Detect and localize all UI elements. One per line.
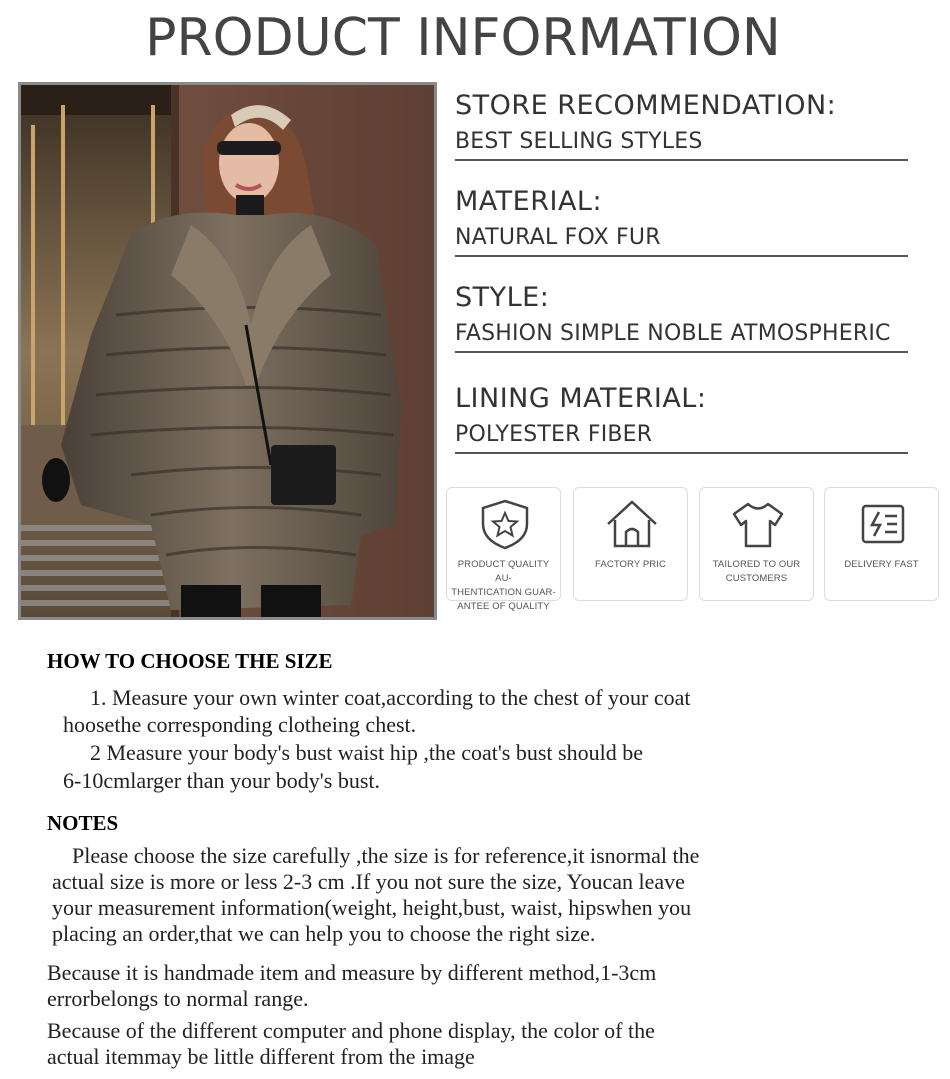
info-value: BEST SELLING STYLES — [455, 129, 908, 161]
info-label: STORE RECOMMENDATION: — [455, 90, 837, 121]
info-style — [455, 282, 910, 353]
notes-line: Because it is handmade item and measure by different method,1-3cm — [47, 960, 657, 985]
info-label: LINING MATERIAL: — [455, 383, 707, 414]
shield-star-icon — [477, 498, 533, 550]
info-lining-material — [455, 383, 910, 454]
badge-factory-price — [573, 487, 688, 601]
size-guide-heading: HOW TO CHOOSE THE SIZE — [47, 649, 333, 673]
notes-line: Please choose the size carefully ,the size is for reference,it isnormal the — [72, 843, 700, 868]
info-label: STYLE: — [455, 282, 550, 313]
notes-line: your measurement information(weight, height,bust, waist, hipswhen you — [52, 895, 692, 920]
info-value: FASHION SIMPLE NOBLE ATMOSPHERIC — [455, 321, 908, 353]
badge-text: TAILORED TO OUR CUSTOMERS — [712, 559, 801, 584]
notes-line: actual size is more or less 2-3 cm .If you not sure the size, Youcan leave — [52, 869, 685, 894]
badge-tailored — [699, 487, 814, 601]
size-guide-line: 2 Measure your body's bust waist hip ,the coat's bust should be — [90, 740, 643, 765]
fur-coat-model-image — [21, 85, 434, 617]
info-label: MATERIAL: — [455, 186, 603, 217]
info-value: NATURAL FOX FUR — [455, 225, 908, 257]
notes-line: Because of the different computer and phone display, the color of the — [47, 1018, 655, 1043]
info-material — [455, 186, 910, 257]
badge-text: PRODUCT QUALITY AU- THENTICATION GUAR- ANTEE OF QUALITY — [451, 559, 556, 612]
fast-delivery-icon — [855, 498, 911, 550]
product-photo — [18, 82, 437, 620]
size-guide-line: 1. Measure your own winter coat,according to the chest of your coat — [90, 685, 691, 710]
size-guide-line: 6-10cmlarger than your body's bust. — [63, 768, 381, 793]
badge-delivery — [824, 487, 939, 601]
notes-line: actual itemmay be little different from the image — [47, 1044, 475, 1069]
badge-text: DELIVERY FAST — [844, 559, 919, 570]
size-guide-line: hoosethe corresponding clotheing chest. — [63, 712, 417, 737]
notes-line: placing an order,that we can help you to choose the right size. — [52, 921, 596, 946]
house-icon — [604, 498, 660, 550]
notes-heading: NOTES — [47, 811, 119, 835]
tshirt-icon — [730, 498, 786, 550]
info-store-recommendation — [455, 90, 910, 161]
page-title: PRODUCT INFORMATION — [145, 8, 781, 68]
badge-quality — [446, 487, 561, 612]
badge-text: FACTORY PRIC — [595, 559, 666, 570]
info-value: POLYESTER FIBER — [455, 422, 908, 454]
notes-line: errorbelongs to normal range. — [47, 986, 309, 1011]
